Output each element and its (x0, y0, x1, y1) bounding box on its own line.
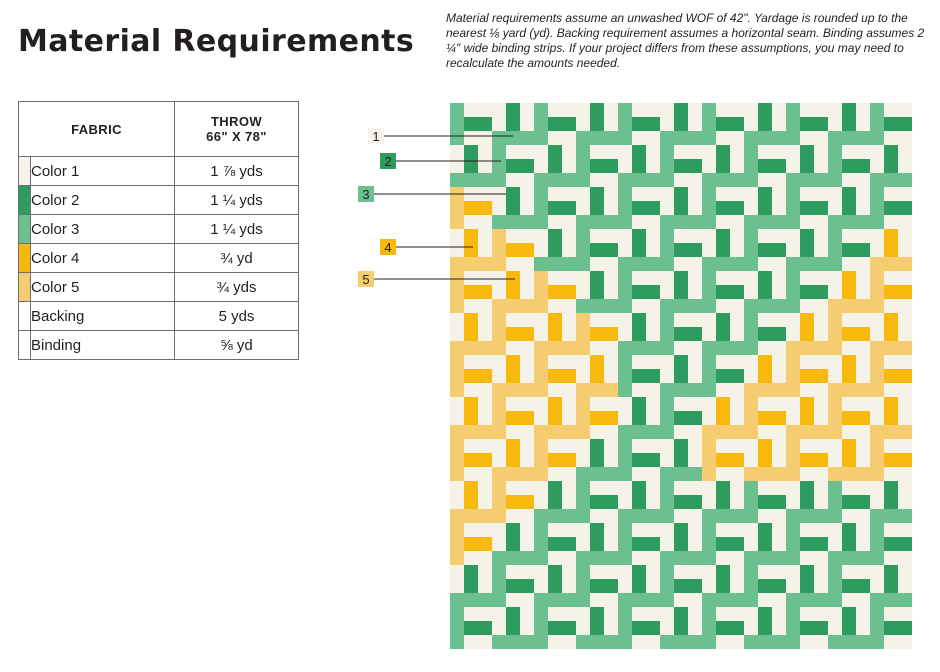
quilt-strip (534, 439, 548, 481)
quilt-strip (450, 509, 492, 523)
fabric-yardage: 1 ¼ yds (175, 186, 299, 215)
quilt-strip (618, 593, 660, 607)
page-title: Material Requirements (18, 24, 415, 59)
callout-label: 3 (362, 187, 370, 202)
fabric-column-header: FABRIC (19, 102, 175, 157)
quilt-strip (702, 523, 716, 565)
fabric-yardage: ¾ yd (175, 244, 299, 273)
quilt-strip (534, 593, 576, 607)
quilt-strip (744, 229, 758, 271)
quilt-strip (744, 131, 786, 145)
quilt-strip (702, 509, 744, 523)
quilt-strip (660, 467, 702, 481)
quilt-strip (828, 299, 870, 313)
quilt-strip (660, 145, 674, 187)
quilt-strip (744, 313, 758, 355)
callout-label: 2 (384, 154, 392, 169)
quilt-strip (492, 383, 534, 397)
quilt-strip (870, 341, 912, 355)
quilt-strip (744, 635, 786, 649)
quilt-strip (660, 397, 674, 439)
quilt-strip (576, 635, 618, 649)
quilt-strip (744, 397, 758, 439)
quilt-strip (534, 509, 576, 523)
quilt-strip (786, 341, 828, 355)
quilt-strip (450, 425, 492, 439)
quilt-strip (492, 565, 506, 607)
quilt-strip (618, 439, 632, 481)
fabric-name: Color 4 (31, 244, 175, 273)
quilt-strip (450, 173, 492, 187)
quilt-strip (450, 103, 464, 145)
quilt-strip (534, 257, 576, 271)
quilt-strip (744, 481, 758, 523)
quilt-strip (744, 467, 786, 481)
quilt-strip (786, 425, 828, 439)
quilt-strip (534, 103, 548, 145)
quilt-strip (492, 145, 506, 187)
quilt-strip (828, 383, 870, 397)
fabric-yardage: 1 ⅞ yds (175, 157, 299, 186)
quilt-strip (828, 215, 870, 229)
quilt-strip (870, 257, 912, 271)
quilt-strip (618, 271, 632, 313)
quilt-strip (828, 131, 870, 145)
quilt-strip (828, 397, 842, 439)
quilt-strip (828, 313, 842, 355)
quilt-strip (870, 607, 884, 649)
quilt-strip (450, 271, 464, 313)
quilt-strip (450, 355, 464, 397)
quilt-strip (618, 103, 632, 145)
quilt-strip (618, 355, 632, 397)
quilt-strip (702, 103, 716, 145)
size-header-line1: THROW (210, 114, 263, 129)
callout-label: 1 (372, 129, 380, 144)
fabric-name: Binding (31, 331, 175, 360)
quilt-strip (576, 551, 618, 565)
quilt-strip (786, 103, 800, 145)
quilt-strip (786, 439, 800, 481)
quilt-strip (492, 467, 534, 481)
quilt-strip (828, 467, 870, 481)
fabric-name: Color 1 (31, 157, 175, 186)
quilt-strip (492, 397, 506, 439)
quilt-strip (786, 509, 828, 523)
quilt-strip (660, 229, 674, 271)
quilt-strip (786, 593, 828, 607)
quilt-strip (534, 523, 548, 565)
quilt-strip (786, 523, 800, 565)
quilt-strip (744, 383, 786, 397)
quilt-strip (618, 173, 660, 187)
quilt-strip (660, 635, 702, 649)
quilt-strip (534, 425, 576, 439)
quilt-strip (576, 397, 590, 439)
quilt-strip (702, 425, 744, 439)
fabric-name: Color 3 (31, 215, 175, 244)
quilt-strip (870, 523, 884, 565)
quilt-strip (702, 173, 744, 187)
quilt-strip (702, 187, 716, 229)
quilt-strip (450, 187, 464, 229)
quilt-strip (534, 607, 548, 649)
quilt-strip (576, 383, 618, 397)
callout-label: 4 (384, 240, 392, 255)
quilt-strip (618, 187, 632, 229)
quilt-strip (786, 271, 800, 313)
quilt-strip (534, 341, 576, 355)
quilt-strip (534, 187, 548, 229)
quilt-strip (702, 607, 716, 649)
quilt-strip (702, 257, 744, 271)
quilt-strip (702, 341, 744, 355)
quilt-strip (870, 593, 912, 607)
fabric-yardage: ⅝ yd (175, 331, 299, 360)
quilt-strip (786, 187, 800, 229)
quilt-strip (492, 635, 534, 649)
quilt-strip (660, 481, 674, 523)
quilt-strip (534, 173, 576, 187)
fabric-yardage: 1 ¼ yds (175, 215, 299, 244)
quilt-strip (744, 215, 786, 229)
quilt-strip (492, 481, 506, 523)
quilt-strip (576, 313, 590, 355)
quilt-strip (786, 257, 828, 271)
quilt-strip (576, 229, 590, 271)
fabric-name: Color 5 (31, 273, 175, 302)
quilt-strip (660, 551, 702, 565)
quilt-strip (450, 257, 492, 271)
quilt-strip (786, 173, 828, 187)
quilt-strip (660, 299, 702, 313)
quilt-strip (534, 355, 548, 397)
quilt-strip (450, 607, 464, 649)
quilt-strip (618, 509, 660, 523)
quilt-strip (786, 607, 800, 649)
quilt-strip (828, 551, 870, 565)
quilt-strip (870, 425, 912, 439)
quilt-strip (450, 439, 464, 481)
quilt-blocks (450, 103, 912, 649)
quilt-strip (828, 229, 842, 271)
quilt-strip (576, 467, 618, 481)
quilt-strip (870, 509, 912, 523)
quilt-strip (576, 131, 618, 145)
quilt-strip (618, 523, 632, 565)
quilt-strip (828, 145, 842, 187)
quilt-strip (492, 215, 534, 229)
fabric-yardage: 5 yds (175, 302, 299, 331)
quilt-strip (576, 145, 590, 187)
quilt-strip (744, 299, 786, 313)
quilt-strip (828, 481, 842, 523)
quilt-strip (870, 187, 884, 229)
fabric-name: Color 2 (31, 186, 175, 215)
quilt-strip (702, 355, 716, 397)
quilt-strip (702, 593, 744, 607)
quilt-strip (870, 271, 884, 313)
quilt-strip (576, 299, 618, 313)
quilt-strip (660, 313, 674, 355)
quilt-strip (492, 313, 506, 355)
quilt-strip (702, 439, 716, 481)
quilt-strip (870, 439, 884, 481)
quilt-strip (492, 131, 534, 145)
quilt-strip (660, 383, 702, 397)
quilt-strip (450, 523, 464, 565)
quilt-strip (702, 271, 716, 313)
quilt-strip (576, 565, 590, 607)
quilt-strip (870, 355, 884, 397)
quilt-strip (660, 565, 674, 607)
quilt-strip (870, 173, 912, 187)
quilt-strip (492, 551, 534, 565)
quilt-strip (660, 131, 702, 145)
quilt-strip (576, 215, 618, 229)
quilt-strip (744, 551, 786, 565)
quilt-strip (618, 257, 660, 271)
assumptions-note: Material requirements assume an unwashed WOF of 42". Yardage is rounded up to the nearest ⅛ yard (yd). Backing requirement assumes a horizontal seam. Binding assumes 2 ¼" wide binding strips. If your project differs from these assumptions, you may need to recalculate the amounts needed. (446, 11, 925, 70)
quilt-strip (744, 565, 758, 607)
quilt-strip (870, 103, 884, 145)
quilt-strip (828, 565, 842, 607)
quilt-strip (618, 607, 632, 649)
size-header-line2: 66" X 78" (206, 129, 267, 144)
quilt-strip (492, 299, 534, 313)
quilt-strip (576, 481, 590, 523)
quilt-strip (534, 271, 548, 313)
quilt-strip (618, 341, 660, 355)
callout-label: 5 (362, 272, 370, 287)
fabric-yardage: ¾ yds (175, 273, 299, 302)
quilt-strip (828, 635, 870, 649)
quilt-strip (450, 341, 492, 355)
fabric-name: Backing (31, 302, 175, 331)
quilt-strip (660, 215, 702, 229)
quilt-strip (786, 355, 800, 397)
quilt-strip (450, 593, 492, 607)
quilt-strip (744, 145, 758, 187)
quilt-strip (618, 425, 660, 439)
quilt-strip (492, 229, 506, 271)
